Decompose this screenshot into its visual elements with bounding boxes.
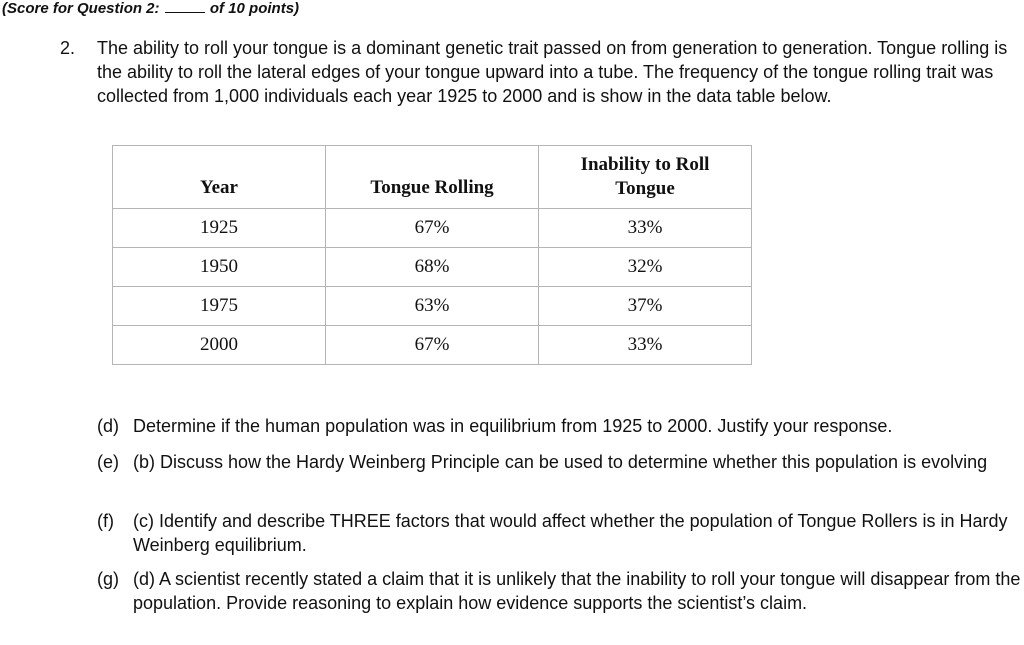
cell-year: 1975 <box>113 287 326 326</box>
table-header-row <box>113 146 752 209</box>
table-row <box>113 326 752 365</box>
cell-rolling: 63% <box>326 287 539 326</box>
subquestion-f <box>97 509 1022 557</box>
subquestion-d <box>97 414 1022 438</box>
table-row <box>113 209 752 248</box>
cell-year: 1925 <box>113 209 326 248</box>
subquestion-text: (b) Discuss how the Hardy Weinberg Principle can be used to determine whether this population is evolving <box>133 452 988 472</box>
question-text: The ability to roll your tongue is a dominant genetic trait passed on from generation to generation. Tongue rolling is the ability to roll the lateral edges of your tongue upward into a tube. The frequency of the tongue rolling trait was collected from 1,000 individuals each year 1925 to 2000 and is show in the data table below. <box>97 38 1008 106</box>
cell-year: 1950 <box>113 248 326 287</box>
cell-rolling: 67% <box>326 209 539 248</box>
table-row <box>113 287 752 326</box>
cell-inability: 33% <box>539 209 752 248</box>
table-row <box>113 248 752 287</box>
header-tongue-rolling: Tongue Rolling <box>326 146 539 209</box>
subquestion-label: (d) <box>97 416 119 436</box>
subquestion-text: Determine if the human population was in equilibrium from 1925 to 2000. Justify your response. <box>133 416 893 436</box>
header-inability-text: Inability to Roll Tongue <box>580 154 710 199</box>
cell-inability: 37% <box>539 287 752 326</box>
subquestion-label: (g) <box>97 569 119 589</box>
subquestion-e <box>97 450 1022 474</box>
subquestion-label: (e) <box>97 452 119 472</box>
header-year: Year <box>113 146 326 209</box>
cell-inability: 33% <box>539 326 752 365</box>
question-number: 2. <box>60 38 76 58</box>
score-prefix: (Score for Question 2: <box>2 0 160 17</box>
score-suffix: of 10 points) <box>209 0 300 17</box>
score-line <box>2 0 299 17</box>
cell-inability: 32% <box>539 248 752 287</box>
subquestion-text: (d) A scientist recently stated a claim that it is unlikely that the inability to roll your tongue will disappear from the population. Provide reasoning to explain how evidence supports the scientist’s claim. <box>133 569 1021 613</box>
question-2 <box>60 36 1020 108</box>
subquestion-label: (f) <box>97 511 114 531</box>
header-inability <box>539 146 752 209</box>
data-table <box>112 145 752 365</box>
cell-rolling: 68% <box>326 248 539 287</box>
cell-year: 2000 <box>113 326 326 365</box>
subquestion-g <box>97 567 1022 615</box>
cell-rolling: 67% <box>326 326 539 365</box>
subquestion-text: (c) Identify and describe THREE factors that would affect whether the population of Tongue Rollers is in Hardy Weinberg equilibrium. <box>133 511 1008 555</box>
score-blank[interactable] <box>165 0 205 13</box>
